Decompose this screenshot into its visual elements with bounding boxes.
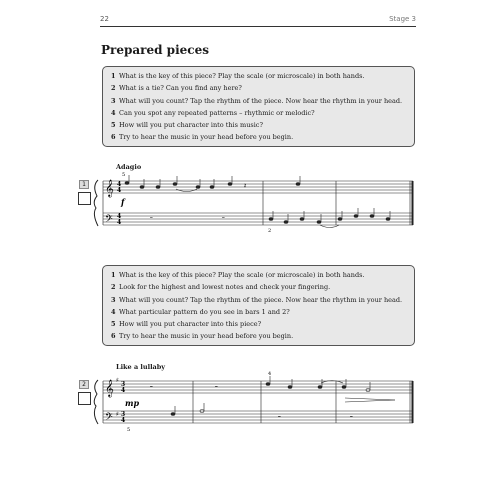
question-item: 5 How will you put character into this piece? <box>111 320 262 329</box>
time-signature-top: 4 <box>117 181 122 188</box>
question-item: 4 Can you spot any repeated patterns – rhythmic or melodic? <box>111 108 315 117</box>
time-signature-bottom: 4 <box>117 219 122 226</box>
fingering-3: 4 <box>268 371 272 377</box>
piece-number-2: 2 <box>79 380 89 389</box>
svg-text:𝄼: 𝄼 <box>215 383 218 391</box>
time-signature-bottom: 4 <box>121 417 126 424</box>
svg-text:𝄼: 𝄼 <box>278 413 281 421</box>
time-signature-top: 3 <box>121 411 126 418</box>
question-item: 2 Look for the highest and lowest notes and check your fingering. <box>111 283 331 292</box>
dynamic-marking-1: f <box>121 197 125 207</box>
page-number: 22 <box>100 15 109 23</box>
stage-label: Stage 3 <box>389 15 416 23</box>
question-item: 3 What will you count? Tap the rhythm of the piece. Now hear the rhythm in your head. <box>111 96 403 105</box>
time-signature-bottom: 4 <box>117 187 122 194</box>
time-signature-top: 3 <box>121 381 126 388</box>
section-title: Prepared pieces <box>101 43 209 57</box>
svg-text:𝄞: 𝄞 <box>105 379 114 397</box>
fingering-1: 5 <box>122 172 126 178</box>
dynamic-marking-2: mp <box>125 398 140 408</box>
question-item: 3 What will you count? Tap the rhythm of the piece. Now hear the rhythm in your head. <box>111 295 403 304</box>
question-item: 6 Try to hear the music in your head before you begin. <box>111 133 294 142</box>
time-signature-bottom: 4 <box>121 387 126 394</box>
svg-text:𝄼: 𝄼 <box>150 214 153 222</box>
fingering-4: 5 <box>127 427 131 433</box>
svg-text:𝄢: 𝄢 <box>105 213 113 227</box>
svg-text:♯: ♯ <box>116 377 119 384</box>
question-item: 4 What particular pattern do you see in bars 1 and 2? <box>111 307 290 316</box>
svg-text:♯: ♯ <box>116 411 119 418</box>
piece-number-1: 1 <box>79 180 89 189</box>
question-item: 6 Try to hear the music in your head before you begin. <box>111 332 294 341</box>
fingering-2: 2 <box>268 228 272 234</box>
tempo-marking-2: Like a lullaby <box>116 363 166 371</box>
svg-text:𝄼: 𝄼 <box>222 214 225 222</box>
question-item: 1 What is the key of this piece? Play the scale (or microscale) in both hands. <box>111 72 365 80</box>
question-item: 2 What is a tie? Can you find any here? <box>111 84 242 93</box>
svg-text:𝄢: 𝄢 <box>105 411 113 425</box>
svg-text:𝄼: 𝄼 <box>150 383 153 391</box>
question-item: 1 What is the key of this piece? Play the scale (or microscale) in both hands. <box>111 271 365 279</box>
question-item: 5 How will you put character into this music? <box>111 121 263 130</box>
tempo-marking-1: Adagio <box>116 163 142 171</box>
svg-text:𝄞: 𝄞 <box>105 179 114 197</box>
svg-text:𝄼: 𝄼 <box>350 413 353 421</box>
svg-text:𝄽: 𝄽 <box>244 182 247 190</box>
time-signature-top: 4 <box>117 213 122 220</box>
